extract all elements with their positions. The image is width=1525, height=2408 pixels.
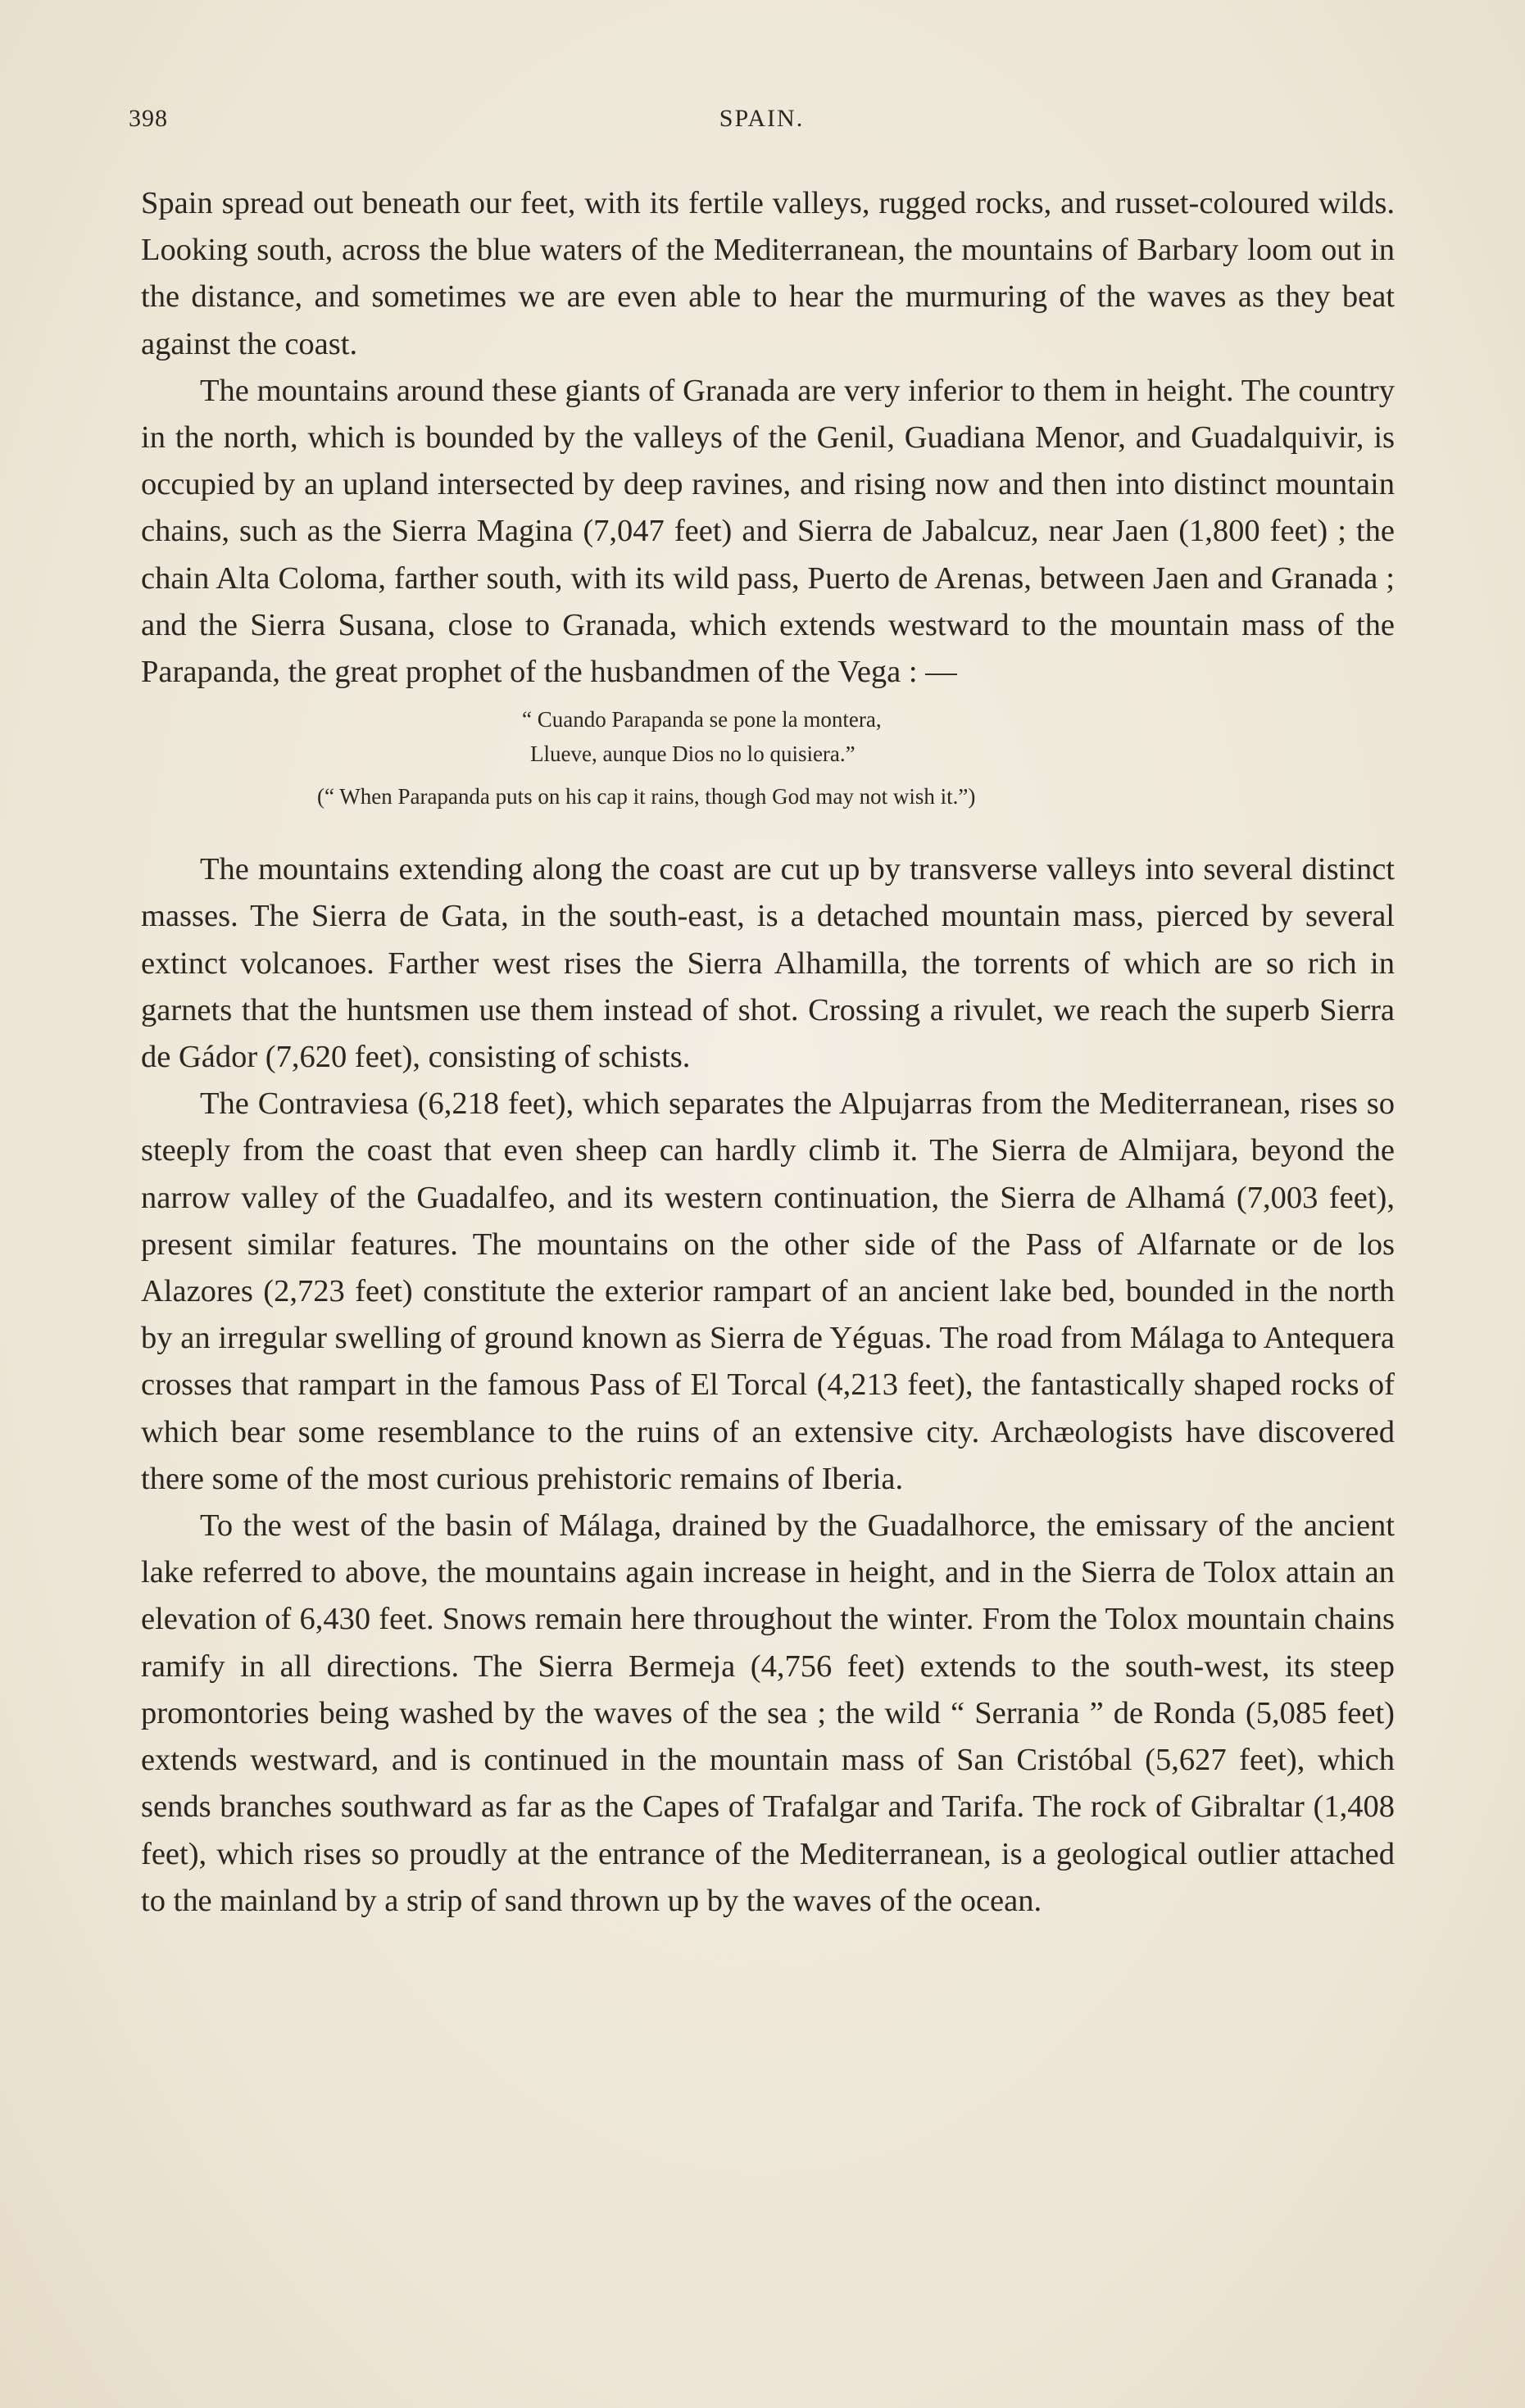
paragraph-2: The mountains around these giants of Granada are very inferior to them in height. The country in the north, which is bounded by the valleys of the Genil, Guadiana Menor, and Guadalquivir, is occupied by an upland intersected by deep ravines, and rising now and then into distinct mountain chains, such as the Sierra Magina (7,047 feet) and Sierra de Jabalcuz, near Jaen (1,800 feet) ; the chain Alta Coloma, farther south, with its wild pass, Puerto de Arenas, between Jaen and Granada ; and the Sierra Susana, close to Granada, which extends westward to the mountain mass of the Parapanda, the great prophet of the husbandmen of the Vega : — [141, 373, 1395, 690]
text-block [141, 180, 1395, 1925]
page-number: 398 [129, 105, 168, 132]
quote-line-2: Llueve, aunque Dios no lo quisiera.” [530, 741, 856, 767]
proverb-quote [141, 702, 1395, 814]
quote-line-1: “ Cuando Parapanda se pone la montera, [522, 707, 882, 732]
running-head [129, 105, 1395, 141]
quote-spacer [141, 814, 1395, 846]
running-title: SPAIN. [719, 105, 805, 132]
paragraph-5: To the west of the basin of Málaga, drained by the Guadalhorce, the emissary of the ancient lake referred to above, the mountains again increase in height, and in the Sierra de Tolox attain an elevation of 6,430 feet. Snows remain here throughout the winter. From the Tolox mountain chains ramify in all directions. The Sierra Bermeja (4,756 feet) extends to the south-west, its steep promontories being washed by the waves of the sea ; the wild “ Serrania ” de Ronda (5,085 feet) extends westward, and is continued in the mountain mass of San Cristóbal (5,627 feet), which sends branches southward as far as the Capes of Trafalgar and Tarifa. The rock of Gibraltar (1,408 feet), which rises so proudly at the entrance of the Mediterranean, is a geological outlier attached to the mainland by a strip of sand thrown up by the waves of the ocean. [141, 1508, 1395, 1918]
paragraph-3: The mountains extending along the coast are cut up by transverse valleys into several distinct masses. The Sierra de Gata, in the south-east, is a detached mountain mass, pierced by several extinct volcanoes. Farther west rises the Sierra Alhamilla, the torrents of which are so rich in garnets that the huntsmen use them instead of shot. Crossing a rivulet, we reach the superb Sierra de Gádor (7,620 feet), consisting of schists. [141, 852, 1395, 1075]
paragraph-4: The Contraviesa (6,218 feet), which separates the Alpujarras from the Mediterranean, rises so steeply from the coast that even sheep can hardly climb it. The Sierra de Almijara, beyond the narrow valley of the Guadalfeo, and its western continuation, the Sierra de Alhamá (7,003 feet), present similar features. The mountains on the other side of the Pass of Alfarnate or de los Alazores (2,723 feet) constitute the exterior rampart of an ancient lake bed, bounded in the north by an irregular swelling of ground known as Sierra de Yéguas. The road from Málaga to Antequera crosses that rampart in the famous Pass of El Torcal (4,213 feet), the fantastically shaped rocks of which bear some resemblance to the ruins of an extensive city. Archæologists have discovered there some of the most curious prehistoric remains of Iberia. [141, 1086, 1395, 1496]
quote-translation: (“ When Parapanda puts on his cap it rains, though God may not wish it.”) [317, 784, 976, 809]
paragraph-1: Spain spread out beneath our feet, with its fertile valleys, rugged rocks, and russet-coloured wilds. Looking south, across the blue waters of the Mediterranean, the mountains of Barbary loom out in the distance, and sometimes we are even able to hear the murmuring of the waves as they beat against the coast. [141, 186, 1395, 361]
